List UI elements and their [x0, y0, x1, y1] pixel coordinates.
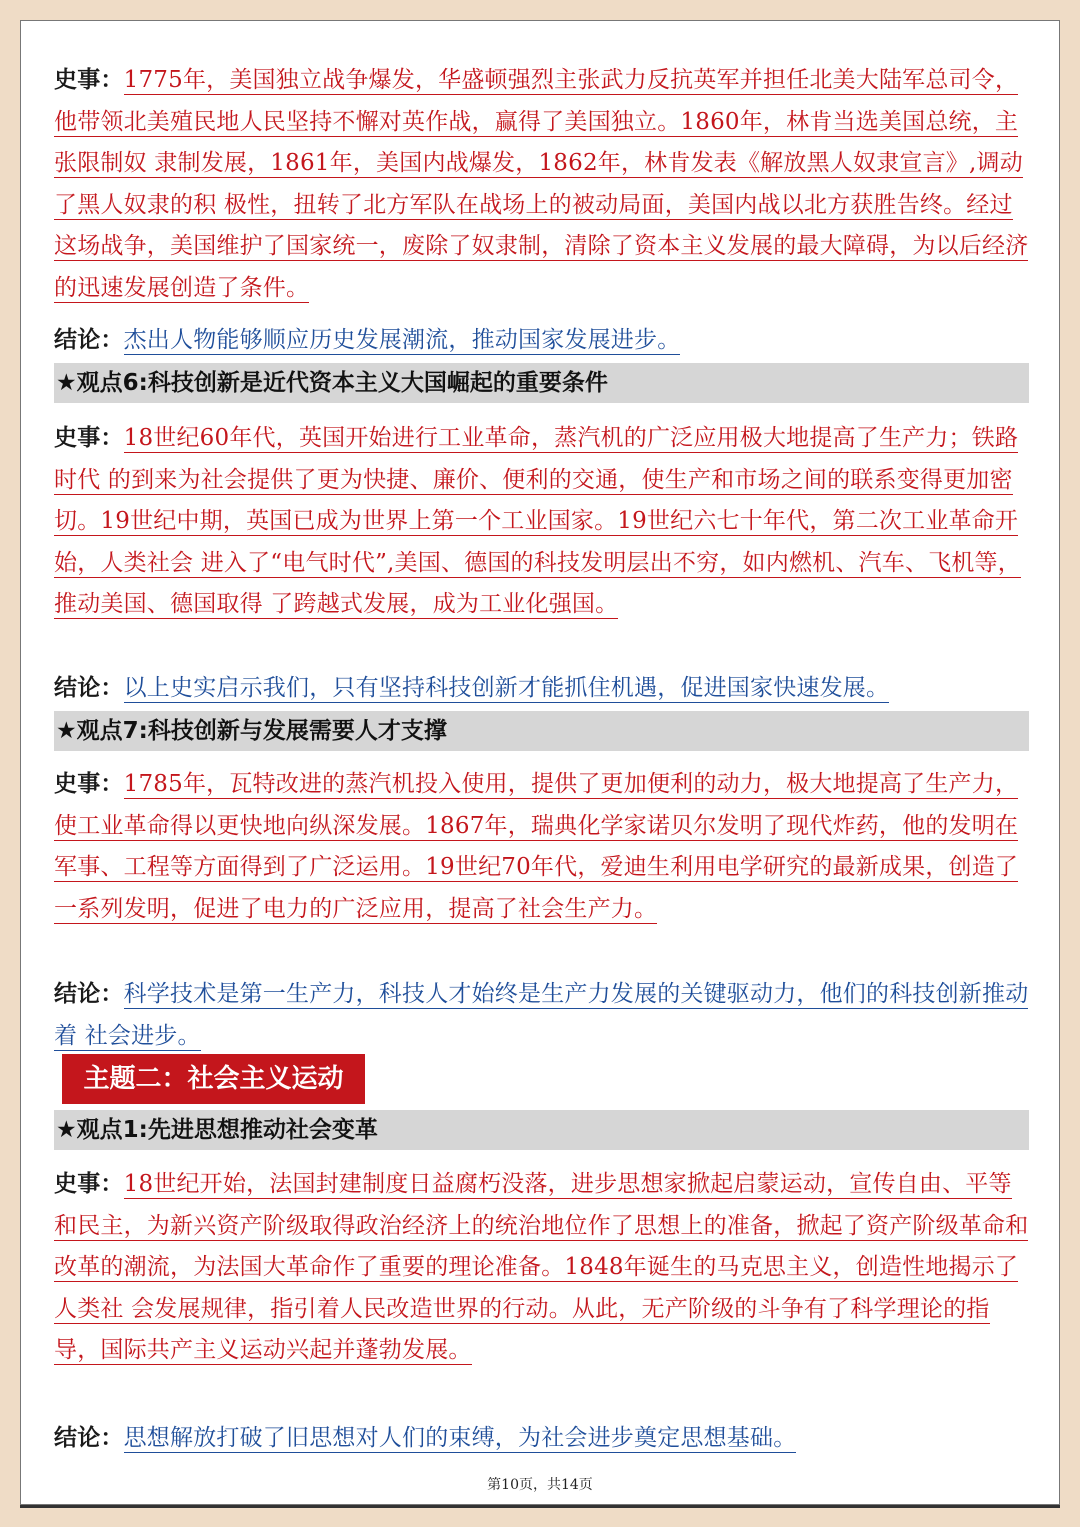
- conclusion-label: 结论：: [54, 674, 124, 701]
- conclusion-label: 结论：: [54, 980, 124, 1007]
- history-label: 史事：: [54, 424, 124, 451]
- history-text: 1775年，美国独立战争爆发，华盛顿强烈主张武力反抗英军并担任北美大陆军总司令，他带领北美殖民地人民坚持不懈对英作战，赢得了美国独立。1860年，林肯当选美国总统，主张限制奴 隶制发展，1861年，美国内战爆发，1862年，林肯发表《解放黑人奴隶宣言》,调动了黑人奴隶的积 极性，扭转了北方军队在战场上的被动局面，美国内战以北方获胜告终。经过这场战争，美国维护了国家统一，废除了奴隶制，清除了资本主义发展的最大障碍，为以后经济的迅速发展创造了条件。: [54, 67, 1029, 301]
- section-heading-theme2-view-1: ★观点1:先进思想推动社会变革: [54, 1110, 1029, 1150]
- history-text: 18世纪开始，法国封建制度日益腐朽没落，进步思想家掀起启蒙运动，宣传自由、平等和民主，为新兴资产阶级取得政治经济上的统治地位作了思想上的准备，掀起了资产阶级革命和改革的潮流，为法国大革命作了重要的理论准备。1848年诞生的马克思主义，创造性地揭示了人类社 会发展规律，指引着人民改造世界的行动。从此，无产阶级的斗争有了科学理论的指导，国际共产主义运动兴起并蓬勃发展。: [54, 1171, 1029, 1364]
- conclusion-paragraph-theme2-view-1: [54, 1417, 1029, 1460]
- conclusion-text: 杰出人物能够顺应历史发展潮流，推动国家发展进步。: [123, 327, 681, 353]
- history-text: 1785年，瓦特改进的蒸汽机投入使用，提供了更加便利的动力，极大地提高了生产力，使工业革命得以更快地向纵深发展。1867年，瑞典化学家诺贝尔发明了现代炸药，他的发明在军事、工程等方面得到了广泛运用。19世纪70年代，爱迪生利用电学研究的最新成果，创造了一系列发明，促进了电力的广泛应用，提高了社会生产力。: [54, 771, 1019, 922]
- conclusion-paragraph-view-7: [54, 973, 1029, 1057]
- history-paragraph-1: [54, 59, 1029, 310]
- page: [20, 20, 1060, 1505]
- theme-banner: 主题二：社会主义运动: [62, 1054, 365, 1104]
- conclusion-paragraph-1: [54, 319, 1029, 362]
- history-label: 史事：: [54, 770, 124, 797]
- conclusion-label: 结论：: [54, 326, 124, 353]
- conclusion-label: 结论：: [54, 1424, 124, 1451]
- conclusion-text: 思想解放打破了旧思想对人们的束缚，为社会进步奠定思想基础。: [123, 1425, 797, 1451]
- history-label: 史事：: [54, 66, 124, 93]
- conclusion-paragraph-view-6: [54, 667, 1029, 710]
- history-paragraph-theme2-view-1: [54, 1163, 1029, 1372]
- section-heading-view-7: ★观点7:科技创新与发展需要人才支撑: [54, 711, 1029, 751]
- history-paragraph-view-7: [54, 763, 1029, 930]
- conclusion-text: 科学技术是第一生产力，科技人才始终是生产力发展的关键驱动力，他们的科技创新推动着 社会进步。: [54, 981, 1029, 1049]
- conclusion-text: 以上史实启示我们，只有坚持科技创新才能抓住机遇，促进国家快速发展。: [123, 675, 890, 701]
- history-text: 18世纪60年代，英国开始进行工业革命，蒸汽机的广泛应用极大地提高了生产力；铁路时代 的到来为社会提供了更为快捷、廉价、便利的交通，使生产和市场之间的联系变得更加密切。19世纪中期，英国已成为世界上第一个工业国家。19世纪六七十年代，第二次工业革命开始，人类社会 进入了“电气时代”,美国、德国的科技发明层出不穷，如内燃机、汽车、飞机等，推动美国、德国取得 了跨越式发展，成为工业化强国。: [54, 425, 1021, 618]
- history-paragraph-view-6: [54, 417, 1029, 626]
- section-heading-view-6: ★观点6:科技创新是近代资本主义大国崛起的重要条件: [54, 363, 1029, 403]
- page-number: 第10页，共14页: [487, 1477, 593, 1493]
- history-label: 史事：: [54, 1170, 124, 1197]
